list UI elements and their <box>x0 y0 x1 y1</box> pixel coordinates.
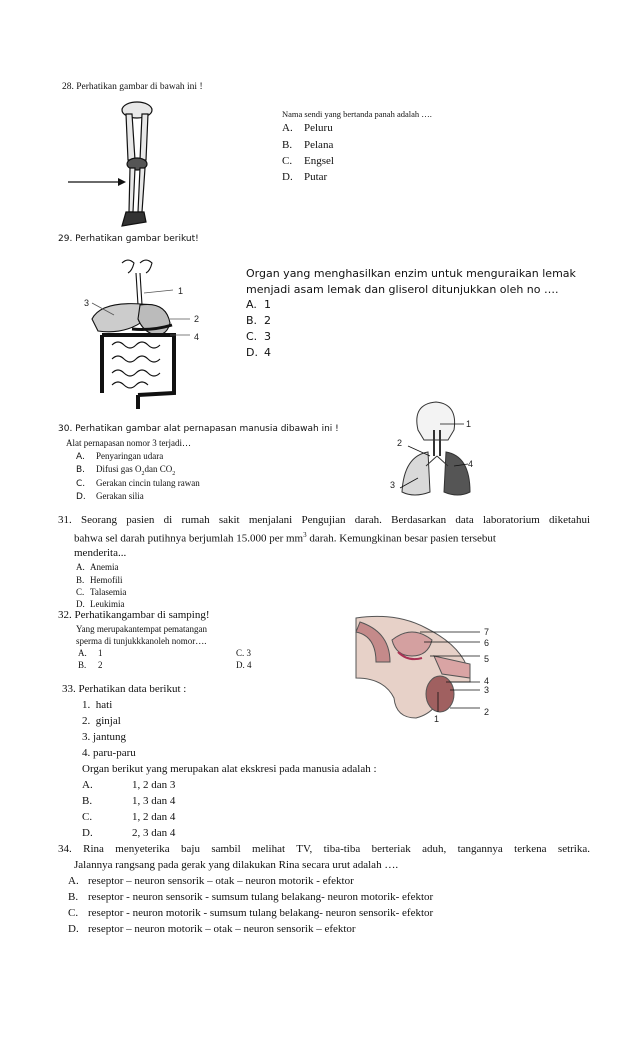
q33-prompt: Organ berikut yang merupakan alat ekskresi pada manusia adalah : <box>82 763 377 775</box>
femur-bone-2 <box>140 114 148 160</box>
q34-line2: Jalannya rangsang pada gerak yang dilakukan Rina secara urut adalah …. <box>74 859 399 871</box>
q28-prompt: Nama sendi yang bertanda panah adalah …. <box>282 109 432 119</box>
bronchi <box>426 456 448 466</box>
q34-option-c[interactable]: C. reseptor - neuron motorik - sumsum tulang belakang- neuron sensorik- efektor <box>68 907 434 919</box>
q32-option-b[interactable]: B. 2 <box>78 660 103 670</box>
q29-label-3: 3 <box>84 298 90 308</box>
q33-item-4: 4. paru-paru <box>82 747 136 759</box>
q28-option-d[interactable]: D. Putar <box>282 171 328 183</box>
q31-line1: 31. Seorang pasien di rumah sakit menjalani Pengujian darah. Berdasarkan data laboratorium diketahui <box>58 514 590 526</box>
q31-line3: menderita... <box>74 547 127 559</box>
q32-label-5: 5 <box>484 654 490 664</box>
q29-option-a[interactable]: A. 1 <box>246 298 271 311</box>
q33-item-2: 2. ginjal <box>82 715 121 727</box>
q33-option-c[interactable]: C. 1, 2 dan 4 <box>82 811 176 823</box>
q30-option-a[interactable]: A. Penyaringan udara <box>76 451 164 462</box>
q33-item-1: 1. hati <box>82 699 113 711</box>
q33-option-b[interactable]: B. 1, 3 dan 4 <box>82 795 176 807</box>
q32-prompt-line2: sperma di tunjukkkanoleh nomor…. <box>76 636 207 646</box>
q33-title: 33. Perhatikan data berikut : <box>62 683 187 695</box>
q32-option-c[interactable]: C. 3 <box>236 648 252 658</box>
q32-option-a[interactable]: A. 1 <box>78 648 103 658</box>
q31-option-d[interactable]: D. Leukimia <box>76 599 125 609</box>
esophagus <box>136 273 142 305</box>
q30-label-2: 2 <box>397 438 403 448</box>
q30-label-4: 4 <box>468 459 474 469</box>
leader-line-1 <box>144 290 173 293</box>
q32-label-4: 4 <box>484 676 490 686</box>
tibia-bone <box>129 168 135 212</box>
q29-title: 29. Perhatikan gambar berikut! <box>58 234 199 244</box>
q29-label-2: 2 <box>194 314 200 324</box>
respiratory-system-figure <box>390 400 480 505</box>
q30-label-1: 1 <box>466 419 472 429</box>
q29-prompt-line1: Organ yang menghasilkan enzim untuk menguraikan lemak <box>246 267 576 280</box>
q30-label-3: 3 <box>390 480 396 490</box>
q32-label-1: 1 <box>434 714 440 724</box>
q34-line1: 34. Rina menyeterika baju sambil melihat TV, tiba-tiba berteriak aduh, tangannya terkena setrika. <box>58 843 590 855</box>
q31-option-c[interactable]: C. Talasemia <box>76 587 127 597</box>
q29-label-1: 1 <box>178 286 184 296</box>
q32-label-3: 3 <box>484 685 490 695</box>
arrow-head-icon <box>118 178 126 186</box>
q32-title: 32. Perhatikangambar di samping! <box>58 609 210 621</box>
small-intestine <box>112 342 160 388</box>
q30-option-d[interactable]: D. Gerakan silia <box>76 491 144 502</box>
q28-title: 28. Perhatikan gambar di bawah ini ! <box>62 82 203 92</box>
q32-prompt-line1: Yang merupakantempat pematangan <box>76 624 208 634</box>
q30-option-c[interactable]: C. Gerakan cincin tulang rawan <box>76 478 200 489</box>
head-outline <box>417 402 455 440</box>
q32-option-d[interactable]: D. 4 <box>236 660 252 670</box>
q31-line2: bahwa sel darah putihnya berjumlah 15.000 per $mm^3$ darah. Kemungkinan besar pasien tersebut <box>74 531 496 545</box>
q30-option-b[interactable]: B. Difusi gas $O_2dan$ $CO_2$ <box>76 464 176 477</box>
testis <box>426 676 454 712</box>
q32-label-2: 2 <box>484 707 490 717</box>
q34-option-d[interactable]: D. reseptor – neuron motorik – otak – neuron sensorik – efektor <box>68 923 356 935</box>
leg-skeleton-figure <box>60 100 170 230</box>
q29-label-4: 4 <box>194 332 200 342</box>
q30-prompt: Alat pernapasan nomor 3 terjadi… <box>66 438 191 448</box>
left-lung <box>402 452 430 495</box>
q33-option-a[interactable]: A. 1, 2 dan 3 <box>82 779 176 791</box>
q31-option-b[interactable]: B. Hemofili <box>76 575 123 585</box>
right-lung <box>444 452 470 495</box>
q30-title: 30. Perhatikan gambar alat pernapasan manusia dibawah ini ! <box>58 424 339 434</box>
q33-item-3: 3. jantung <box>82 731 126 743</box>
q32-label-6: 6 <box>484 638 490 648</box>
q28-option-c[interactable]: C. Engsel <box>282 155 334 167</box>
q34-option-a[interactable]: A. reseptor – neuron sensorik – otak – neuron motorik - efektor <box>68 875 354 887</box>
femur-bone <box>126 114 135 160</box>
q32-label-7: 7 <box>484 627 490 637</box>
q33-option-d[interactable]: D. 2, 3 dan 4 <box>82 827 176 839</box>
foot-bones <box>122 212 146 226</box>
q34-option-b[interactable]: B. reseptor - neuron sensorik - sumsum tulang belakang- neuron motorik- efektor <box>68 891 434 903</box>
q29-option-b[interactable]: B. 2 <box>246 314 271 327</box>
q29-option-c[interactable]: C. 3 <box>246 330 271 343</box>
q28-option-a[interactable]: A. Peluru <box>282 122 333 134</box>
salivary-glands <box>122 260 152 273</box>
q29-prompt-line2: menjadi asam lemak dan gliserol ditunjukkan oleh no …. <box>246 283 559 296</box>
male-reproductive-figure <box>350 612 480 722</box>
q28-option-b[interactable]: B. Pelana <box>282 139 334 151</box>
q29-option-d[interactable]: D. 4 <box>246 346 271 359</box>
q31-option-a[interactable]: A. Anemia <box>76 562 119 572</box>
fibula-bone <box>138 168 145 212</box>
